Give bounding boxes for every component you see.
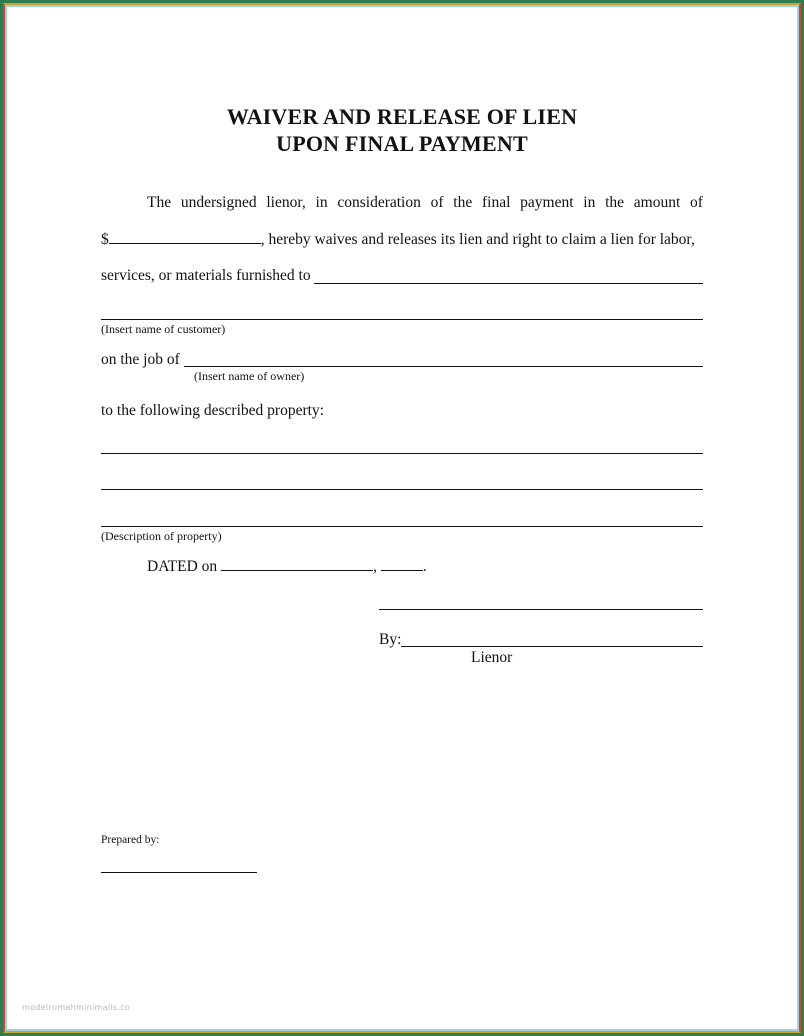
paragraph-word: payment — [520, 194, 574, 211]
customer-name-blank[interactable] — [101, 319, 703, 320]
furnished-to-blank[interactable] — [314, 283, 703, 284]
property-intro: to the following described property: — [101, 402, 324, 419]
amount-blank[interactable] — [109, 242, 261, 244]
paragraph-word: final — [481, 194, 511, 211]
property-blank-3[interactable] — [101, 526, 703, 527]
job-of-label: on the job of — [101, 351, 180, 368]
by-signature-blank[interactable] — [401, 646, 703, 647]
paragraph-line-2-text: , hereby waives and releases its lien and right to claim a lien for labor, — [260, 231, 695, 248]
paragraph-word: in — [315, 194, 328, 211]
by-label: By: — [379, 631, 402, 648]
year-blank[interactable] — [381, 569, 423, 571]
dollar-sign: $ — [101, 231, 109, 248]
prepared-by-blank[interactable] — [101, 872, 257, 873]
paragraph-line-1 — [147, 194, 703, 212]
paragraph-word: undersigned — [180, 194, 257, 211]
dated-comma: , — [373, 558, 377, 575]
dated-period: . — [422, 558, 427, 575]
paragraph-word: amount — [633, 194, 681, 211]
customer-hint: (Insert name of customer) — [101, 322, 226, 336]
property-blank-2[interactable] — [101, 489, 703, 490]
paragraph-word: of — [690, 194, 703, 211]
paragraph-word: the — [453, 194, 473, 211]
paragraph-line-3: services, or materials furnished to — [101, 267, 311, 284]
watermark-text: modelrumahminimalis.co — [22, 1003, 131, 1012]
date-blank[interactable] — [221, 569, 373, 571]
dated-line — [147, 558, 427, 576]
dated-label: DATED on — [147, 558, 218, 575]
paragraph-word: The — [147, 194, 172, 211]
prepared-by-label: Prepared by: — [101, 834, 160, 846]
document-title-line-2: UPON FINAL PAYMENT — [276, 131, 528, 156]
paragraph-line-2 — [101, 231, 695, 249]
paragraph-word: lienor, — [266, 194, 306, 211]
owner-hint: (Insert name of owner) — [194, 369, 305, 383]
property-blank-1[interactable] — [101, 453, 703, 454]
lienor-label: Lienor — [471, 649, 513, 666]
paragraph-word: the — [605, 194, 625, 211]
signature-blank[interactable] — [379, 609, 703, 610]
paragraph-word: consideration — [337, 194, 421, 211]
property-hint: (Description of property) — [101, 529, 222, 543]
paragraph-word: in — [583, 194, 596, 211]
document-title-line-1: WAIVER AND RELEASE OF LIEN — [226, 104, 578, 129]
paragraph-word: of — [430, 194, 444, 211]
owner-name-blank[interactable] — [184, 366, 703, 367]
